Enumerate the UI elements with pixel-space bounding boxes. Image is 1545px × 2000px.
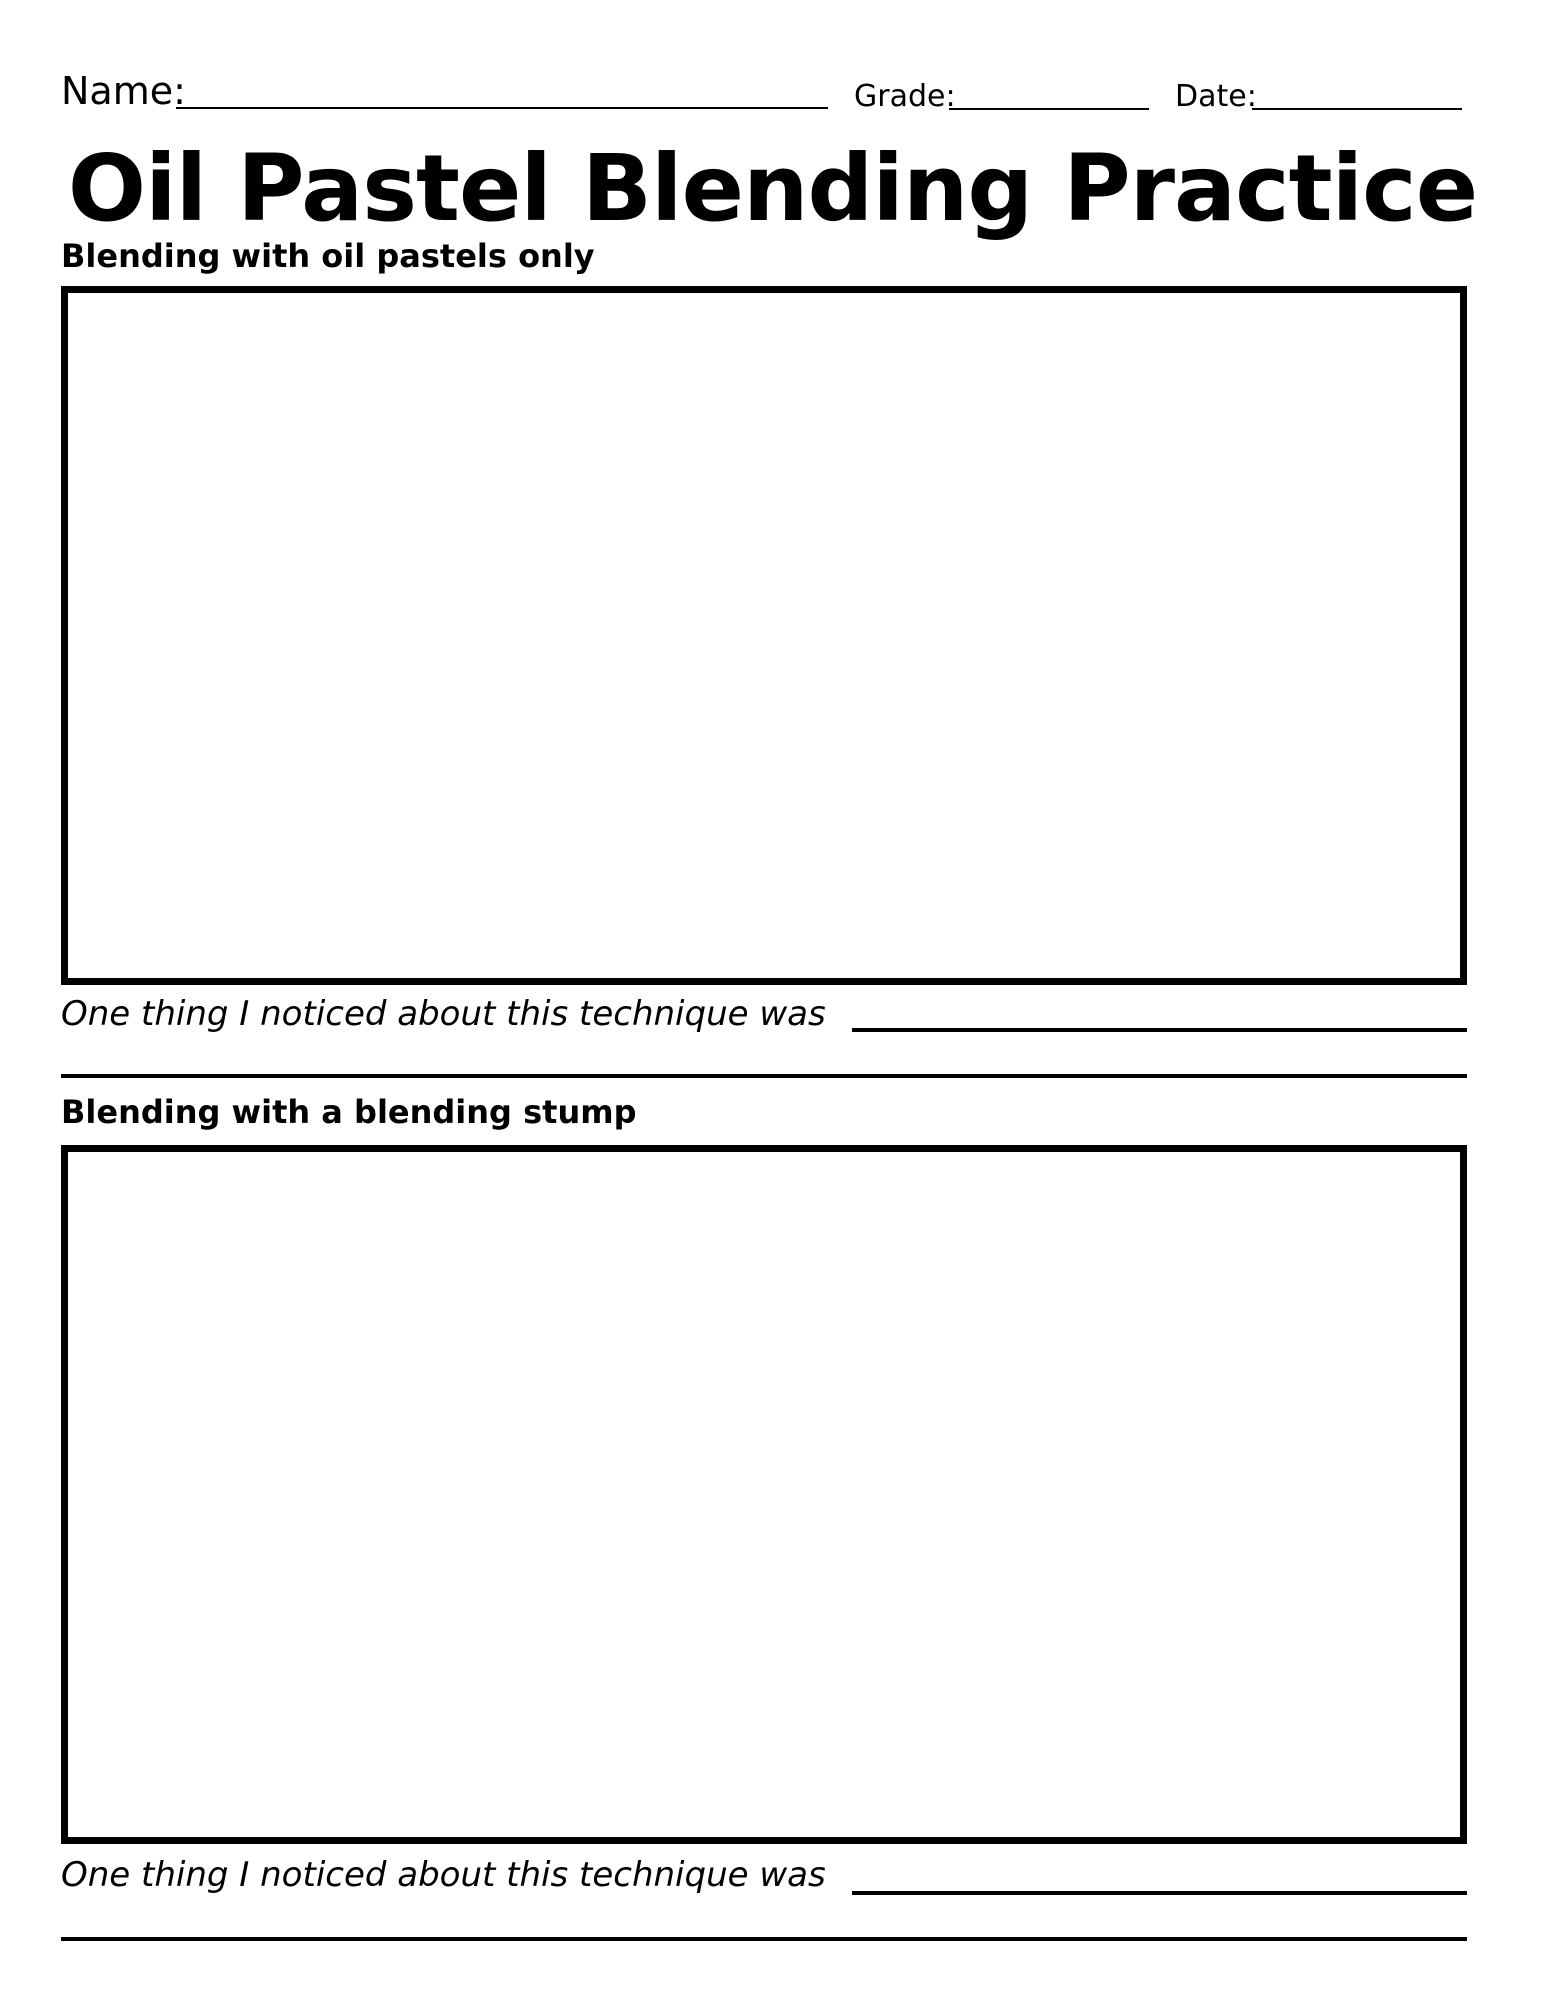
section-2-answer-line-2[interactable] xyxy=(61,1937,1467,1941)
section-1-answer-line-2[interactable] xyxy=(61,1074,1467,1078)
name-label: Name: xyxy=(61,69,186,113)
grade-blank-line[interactable] xyxy=(949,108,1149,110)
section-1-prompt: One thing I noticed about this technique was xyxy=(61,994,826,1034)
section-2-answer-line-1[interactable] xyxy=(852,1891,1467,1895)
section-1-heading: Blending with oil pastels only xyxy=(61,237,595,275)
date-blank-line[interactable] xyxy=(1252,108,1462,110)
section-1-answer-line-1[interactable] xyxy=(852,1028,1467,1032)
section-2-prompt: One thing I noticed about this technique was xyxy=(61,1855,826,1895)
grade-label: Grade: xyxy=(854,79,956,114)
section-2-heading: Blending with a blending stump xyxy=(61,1093,637,1131)
section-1-drawing-box[interactable] xyxy=(61,286,1467,985)
page-title: Oil Pastel Blending Practice xyxy=(67,135,1478,242)
name-blank-line[interactable] xyxy=(176,107,828,109)
date-label: Date: xyxy=(1175,79,1257,114)
section-2-drawing-box[interactable] xyxy=(61,1145,1467,1844)
